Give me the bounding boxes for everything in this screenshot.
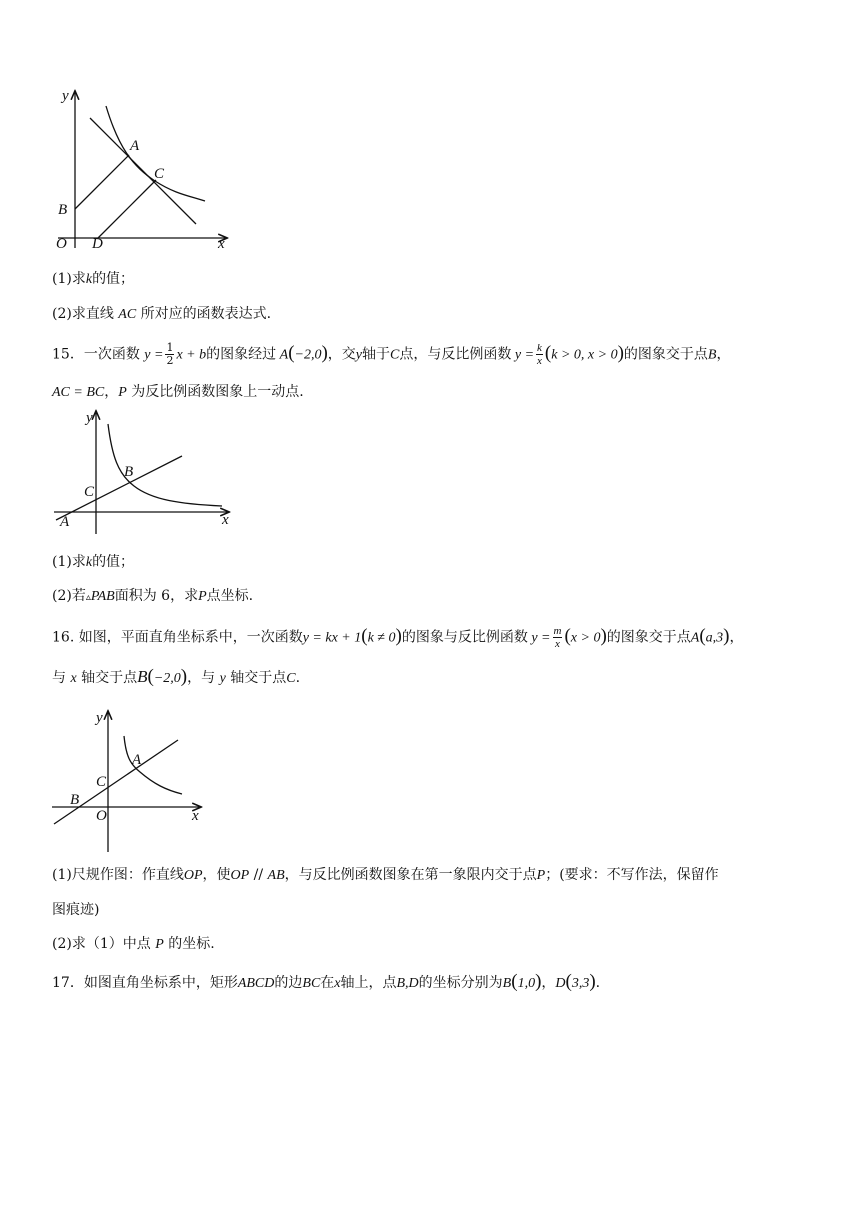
problem-15-question-2: (2)若▵PAB面积为 6，求P点坐标. (52, 588, 254, 604)
prev-question-1: (1)求k的值； (52, 271, 135, 287)
label-x: x (222, 512, 229, 528)
problem-15-question-1: (1)求k的值； (52, 554, 135, 570)
problem-16-question-1-cont: 图痕迹) (52, 902, 100, 918)
label-c: C (96, 774, 107, 790)
line-ab (54, 740, 178, 824)
label-y: y (86, 410, 93, 426)
hyperbola-curve (106, 106, 205, 201)
label-a: A (132, 752, 142, 768)
label-b: B (58, 202, 68, 218)
fraction-half: $\frac{1}{2}$ (166, 341, 174, 367)
problem-16-line2: 与 x 轴交于点B(−2,0)，与 y 轴交于点C. (52, 666, 301, 687)
label-x: x (192, 808, 199, 824)
label-b: B (124, 464, 134, 480)
figure-prev-problem (50, 86, 250, 256)
figure-problem-16 (50, 706, 220, 856)
fraction-k-over-x: $\frac{k}{x}$ (537, 342, 542, 367)
line-ba (75, 155, 129, 209)
label-x: x (218, 236, 225, 252)
problem-16-question-2: (2)求（1）中点 P 的坐标. (52, 936, 215, 952)
prev-question-2: (2)求直线 AC 所对应的函数表达式. (52, 306, 272, 322)
label-d: D (92, 236, 103, 252)
label-b: B (70, 792, 80, 808)
problem-15-line1: 15．一次函数 y = $\frac{1}{2}$ x + b的图象经过 A(−2,0)，交y轴于C点，与反比例函数 y = $\frac{k}{x}$ (k > 0, x > 0)的图象交于点B， (52, 341, 731, 367)
problem-17-line1: 17．如图直角坐标系中，矩形ABCD的边BC在x轴上，点B,D的坐标分别为B(1,0)，D(3,3). (52, 971, 601, 992)
label-c: C (84, 484, 95, 500)
label-a: A (130, 138, 140, 154)
problem-16-question-1: (1)尺规作图：作直线OP，使OP // AB，与反比例函数图象在第一象限内交于点P；(要求：不写作法，保留作 (52, 867, 719, 883)
line-ab (56, 456, 182, 520)
label-o: O (56, 236, 67, 252)
line-ac (90, 118, 196, 224)
fraction-m-over-x: $\frac{m}{x}$ (553, 625, 562, 650)
label-c: C (154, 166, 165, 182)
problem-16-line1: 16. 如图，平面直角坐标系中，一次函数y = kx + 1(k ≠ 0)的图象与反比例函数 y = $\frac{m}{x}$ (x > 0)的图象交于点A(a,3)， (52, 625, 744, 650)
problem-15-line2: AC = BC，P 为反比例函数图象上一动点. (52, 384, 304, 400)
label-y: y (62, 88, 69, 104)
line-dc (98, 180, 156, 238)
figure-problem-15 (50, 406, 250, 536)
label-y: y (96, 710, 103, 726)
label-a: A (60, 514, 70, 530)
label-o: O (96, 808, 107, 824)
